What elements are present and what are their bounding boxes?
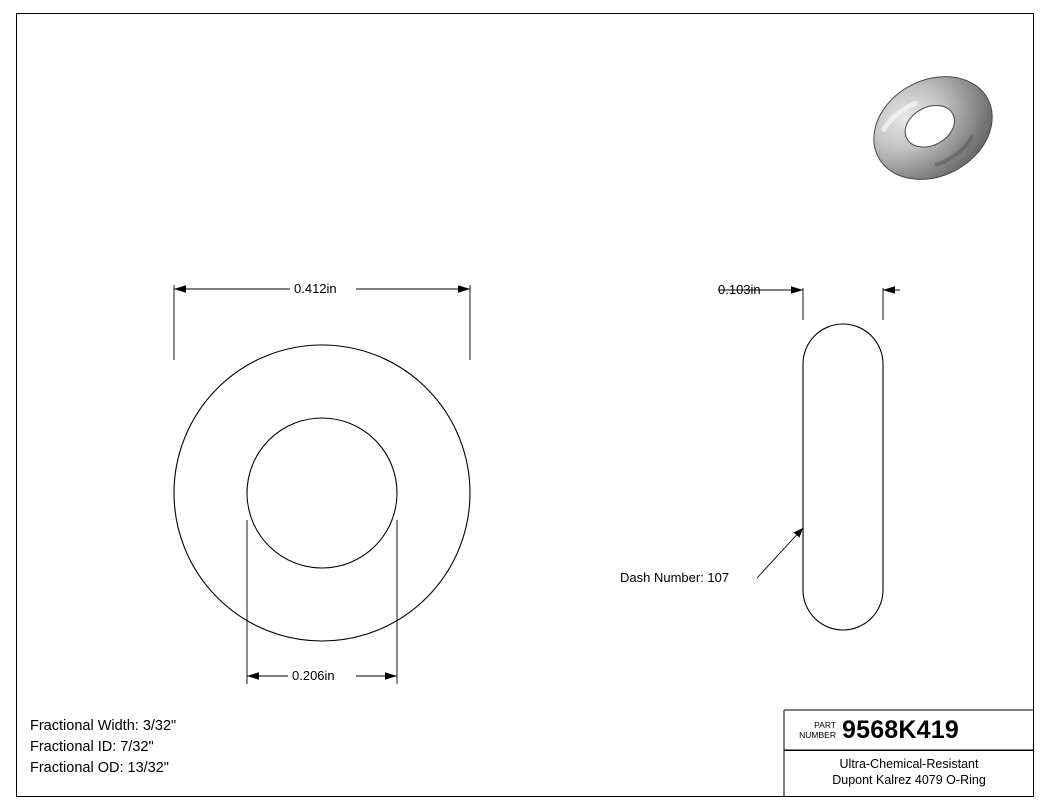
part-number-value: 9568K419 <box>842 715 959 744</box>
od-dimension-label: 0.412in <box>294 281 337 296</box>
description-line-1: Ultra-Chemical-Resistant <box>839 757 979 771</box>
spec-fractional-width: Fractional Width: 3/32" <box>30 718 177 734</box>
id-dimension-label: 0.206in <box>292 668 335 683</box>
side-width-dimension-label: 0.103in <box>718 282 761 297</box>
part-label-line2: NUMBER <box>799 730 836 740</box>
part-number-label <box>784 720 842 740</box>
spec-fractional-id: Fractional ID: 7/32" <box>30 739 154 755</box>
description-line-2: Dupont Kalrez 4079 O-Ring <box>832 773 986 787</box>
part-number-row <box>784 710 1034 751</box>
part-label-line1: PART <box>814 720 836 730</box>
title-block <box>784 710 1034 797</box>
dash-number-callout: Dash Number: 107 <box>620 570 730 585</box>
sheet-border <box>16 13 1034 797</box>
part-description <box>784 751 1034 788</box>
spec-fractional-od: Fractional OD: 13/32" <box>30 760 169 776</box>
specification-list <box>30 716 176 779</box>
